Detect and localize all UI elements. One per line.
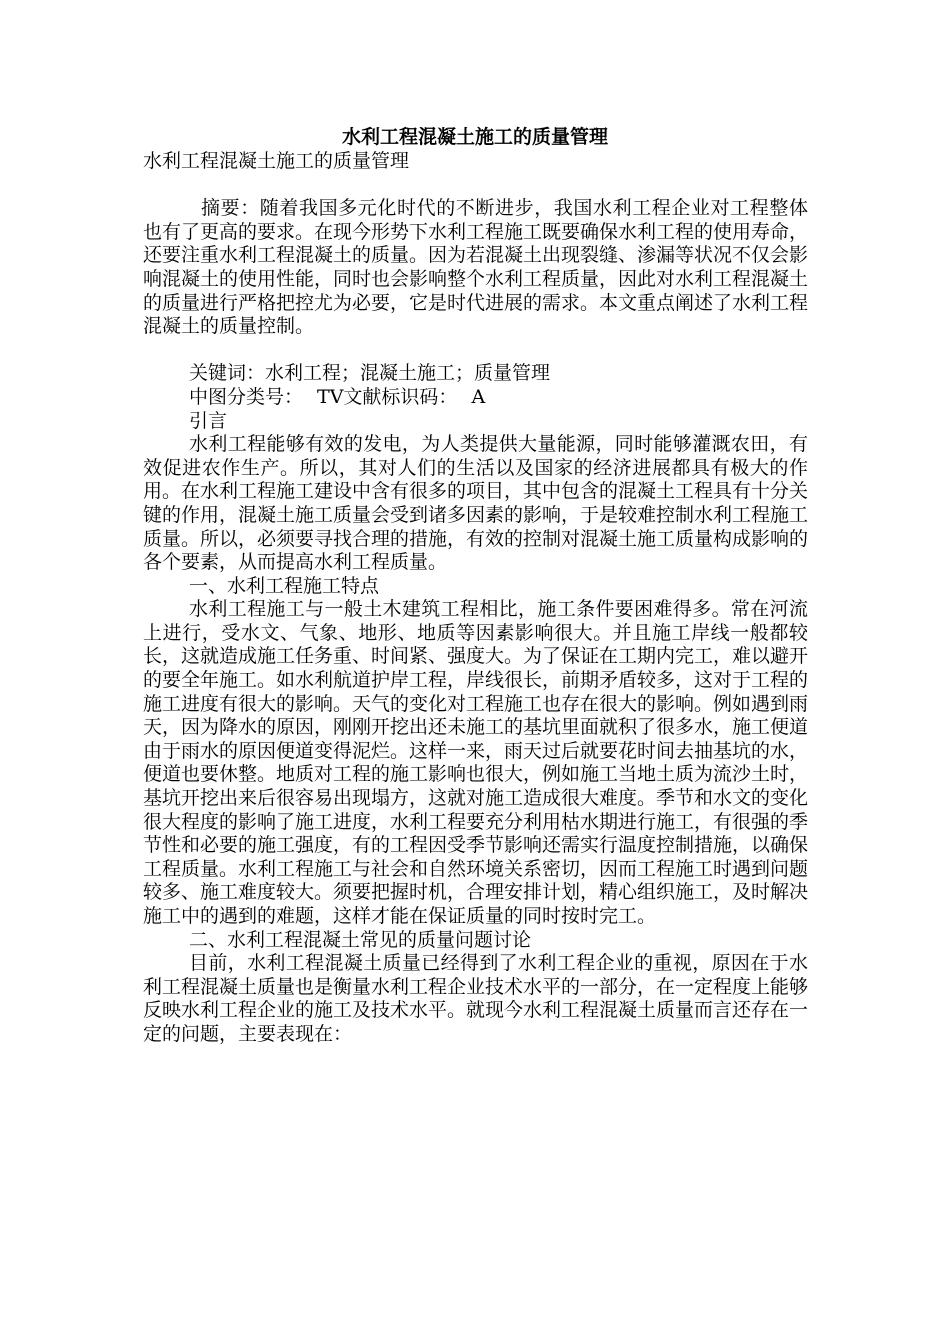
blank-line [143, 339, 808, 363]
clc-label: 中图分类号： [189, 385, 304, 408]
document-subtitle: 水利工程混凝土施工的质量管理 [143, 150, 410, 172]
section1-paragraph: 水利工程施工与一般土木建筑工程相比，施工条件要困难得多。常在河流上进行，受水文、气象、地形、地质等因素影响很大。并且施工岸线一般都较长，这就造成施工任务重、时间紧、强度大。为了保证在工期内完工，难以避开的要全年施工。如水利航道护岸工程，岸线很长，前期矛盾较多，这对于工程的施工进度有很大的影响。天气的变化对工程施工也存在很大的影响。例如遇到雨天，因为降水的原因，刚刚开挖出还未施工的基坑里面就积了很多水，施工便道由于雨水的原因便道变得泥烂。这样一来，雨天过后就要花时间去抽基坑的水，便道也要休整。地质对工程的施工影响也很大，例如施工当地土质为流沙土时，基坑开挖出来后很容易出现塌方，这就对施工造成很大难度。季节和水文的变化很大程度的影响了施工进度，水利工程要充分利用枯水期进行施工，有很强的季节性和必要的施工强度，有的工程因受季节影响还需实行温度控制措施，以确保工程质量。水利工程施工与社会和自然环境关系密切，因而工程施工时遇到问题较多、施工难度较大。须要把握时机，合理安排计划，精心组织施工，及时解决施工中的遇到的难题，这样才能在保证质量的同时按时完工。 [143, 598, 809, 927]
doc-value: A [471, 385, 486, 408]
keywords-line: 关键词：水利工程；混凝土施工；质量管理 [189, 362, 551, 385]
blank-line [143, 174, 808, 198]
classification-line [143, 386, 808, 410]
abstract-paragraph: 摘要：随着我国多元化时代的不断进步，我国水利工程企业对工程整体也有了更高的要求。在现今形势下水利工程施工既要确保水利工程的使用寿命，还要注重水利工程混凝土的质量。因为若混凝土出现裂缝、渗漏等状况不仅会影响混凝土的使用性能，同时也会影响整个水利工程质量，因此对水利工程混凝土的质量进行严格把控尤为必要，它是时代进展的需求。本文重点阐述了水利工程混凝土的质量控制。 [143, 197, 809, 338]
clc-value: TV [317, 385, 344, 408]
document-title: 水利工程混凝土施工的质量管理 [341, 126, 608, 148]
intro-paragraph: 水利工程能够有效的发电，为人类提供大量能源，同时能够灌溉农田，有效促进农作生产。所以，其对人们的生活以及国家的经济进展都具有极大的作用。在水利工程施工建设中含有很多的项目，其中包含的混凝土工程具有十分关键的作用，混凝土施工质量会受到诸多因素的影响，于是较难控制水利工程施工质量。所以，必须要寻找合理的措施，有效的控制对混凝土施工质量构成影响的各个要素，从而提高水利工程质量。 [143, 433, 809, 574]
intro-heading: 引言 [189, 409, 228, 432]
section1-heading: 一、水利工程施工特点 [189, 574, 380, 597]
doc-label: 文献标识码： [343, 385, 458, 408]
section2-paragraph: 目前，水利工程混凝土质量已经得到了水利工程企业的重视，原因在于水利工程混凝土质量也是衡量水利工程企业技术水平的一部分，在一定程度上能够反映水利工程企业的施工及技术水平。就现今水利工程混凝土质量而言还存在一定的问题，主要表现在： [143, 952, 809, 1045]
section2-heading: 二、水利工程混凝土常见的质量问题讨论 [189, 928, 532, 951]
document-body [143, 150, 808, 1047]
